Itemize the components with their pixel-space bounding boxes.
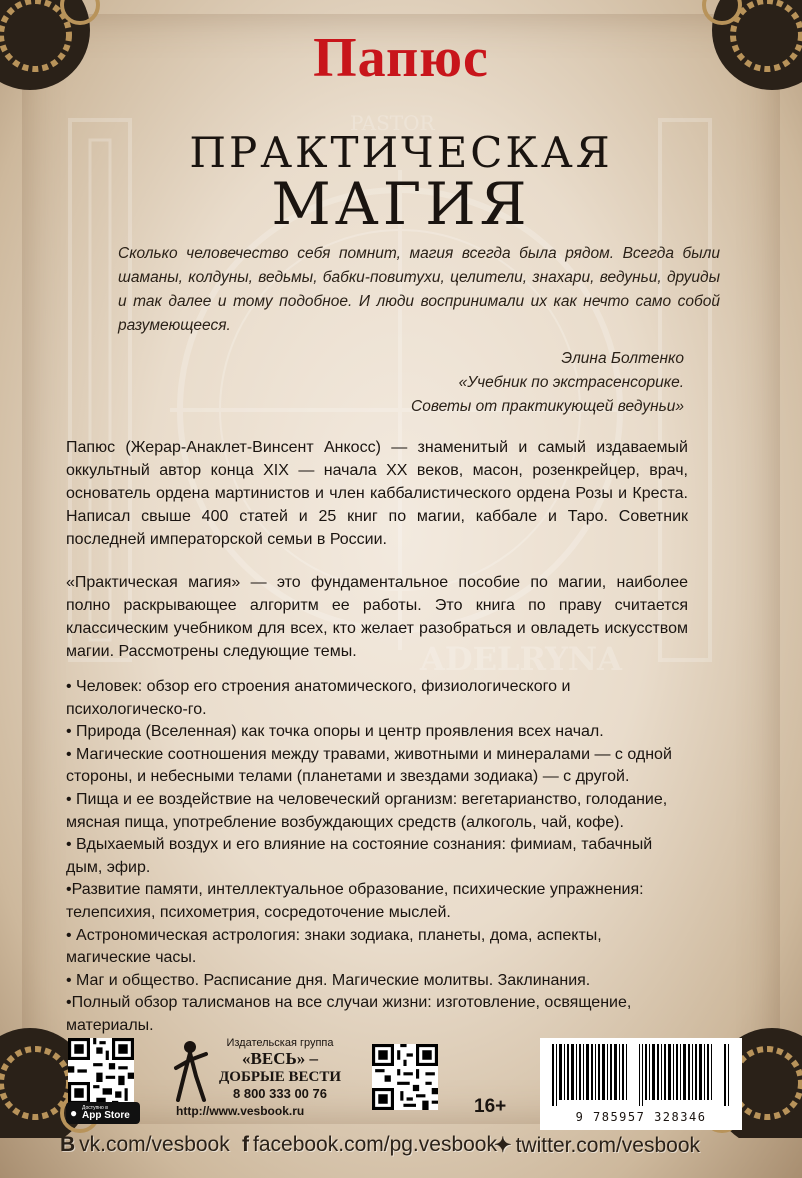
qr-code-icon[interactable] (68, 1038, 134, 1104)
social-link-twitter[interactable] (494, 1133, 700, 1158)
app-store-badge[interactable] (66, 1102, 140, 1124)
list-item: • Астрономическая астрология: знаки зодиака, планеты, дома, аспекты, магические часы. (66, 926, 602, 967)
social-link-twitter-label: twitter.com/vesbook (515, 1134, 701, 1157)
quote-source-line2: Советы от практикующей ведуньи» (411, 398, 684, 415)
isbn-barcode (540, 1038, 742, 1130)
list-item: •Развитие памяти, интеллектуальное образование, психические упражнения: телепсихия, психометрия, сосредоточение мыслей. (66, 881, 644, 921)
list-item: • Маг и общество. Расписание дня. Магические молитвы. Заклинания. (66, 971, 591, 989)
app-store-label: App Store (82, 1110, 130, 1121)
publisher-group-label: Издательская группа (226, 1037, 334, 1049)
social-links-bar (0, 1132, 802, 1162)
list-item: • Пища и ее воздействие на человеческий организм: вегетарианство, голодание, мясная пища, употребление возбуждающих средств (алкоголь, чай, кофе). (66, 790, 668, 831)
description-paragraph: Папюс (Жерар-Анаклет-Винсент Анкосс) — знаменитый и самый издаваемый оккультный автор конца XIX — начала XX веков, масон, розенкрейцер, врач, основатель ордена мартинистов и член каббалистического ордена Розы и Креста. Написал свыше 400 статей и 25 книг по магии, каббале и Таро. Советник последней императорской семьи в России. (66, 439, 688, 548)
social-link-vk[interactable] (60, 1133, 230, 1157)
list-item: • Человек: обзор его строения анатомического, физиологического и психологическо-го. (66, 678, 571, 718)
social-link-facebook-label: facebook.com/pg.vesbook (253, 1133, 497, 1156)
quote-author: Элина Болтенко (561, 350, 684, 367)
age-rating: 16+ (474, 1096, 507, 1117)
twitter-icon: ✦ (494, 1134, 512, 1157)
epigraph-quote: Сколько человечество себя помнит, магия всегда была рядом. Всегда были шаманы, колдуны, ведьмы, бабки-повитухи, целители, знахари, ведуньи, друиды и так далее и тому подобное. И люди воспринимали их как нечто само собой разумеющееся. (118, 245, 720, 334)
publisher-info (210, 1036, 350, 1102)
qr-code-icon[interactable] (372, 1044, 438, 1110)
list-item: •Полный обзор талисманов на все случаи жизни: изготовление, освящение, материалы. (66, 994, 632, 1034)
list-item: • Природа (Вселенная) как точка опоры и центр проявления всех начал. (66, 723, 604, 741)
book-title-line2: МАГИЯ (271, 170, 531, 238)
epigraph-attribution (284, 347, 684, 419)
social-link-facebook[interactable] (242, 1133, 497, 1157)
topics-list (66, 676, 688, 1038)
description-paragraph: «Практическая магия» — это фундаментальное пособие по магии, наиболее полно раскрывающее алгоритм ее работы. Это книга по праву считается классическим учебником для всех, кто желает разобраться и овладеть искусством магии. Рассмотрены следующие темы. (66, 574, 688, 660)
ghost-text-top: PASTOR (350, 111, 435, 135)
app-store-small-label: Доступно в (82, 1105, 108, 1111)
barcode-bars (540, 1038, 742, 1108)
publisher-logo-icon (170, 1038, 212, 1108)
publisher-website-link[interactable]: http://www.vesbook.ru (176, 1104, 305, 1118)
publisher-phone: 8 800 333 00 76 (233, 1086, 327, 1101)
isbn-digits: 9 785957 328346 (575, 1110, 707, 1124)
publisher-name: «ВЕСЬ» – (242, 1049, 318, 1068)
author-name: Папюс (313, 27, 489, 89)
list-item: • Магические соотношения между травами, животными и минералами — с одной стороны, и небесными телами (планетами и звездами зодиака) — с другой. (66, 745, 672, 786)
book-title-line1: ПРАКТИЧЕСКАЯ (189, 128, 613, 177)
apple-icon: ● (70, 1106, 78, 1120)
list-item: • Вдыхаемый воздух и его влияние на состояние сознания: фимиам, табачный дым, эфир. (66, 836, 653, 876)
facebook-icon: f (242, 1133, 249, 1156)
vk-icon: B (60, 1133, 76, 1156)
social-link-vk-label: vk.com/vesbook (79, 1133, 230, 1156)
ghost-text-mid: ADELRYNA (420, 640, 622, 678)
publisher-tagline: ДОБРЫЕ ВЕСТИ (218, 1069, 342, 1085)
quote-source-line1: «Учебник по экстрасенсорике. (458, 374, 684, 391)
